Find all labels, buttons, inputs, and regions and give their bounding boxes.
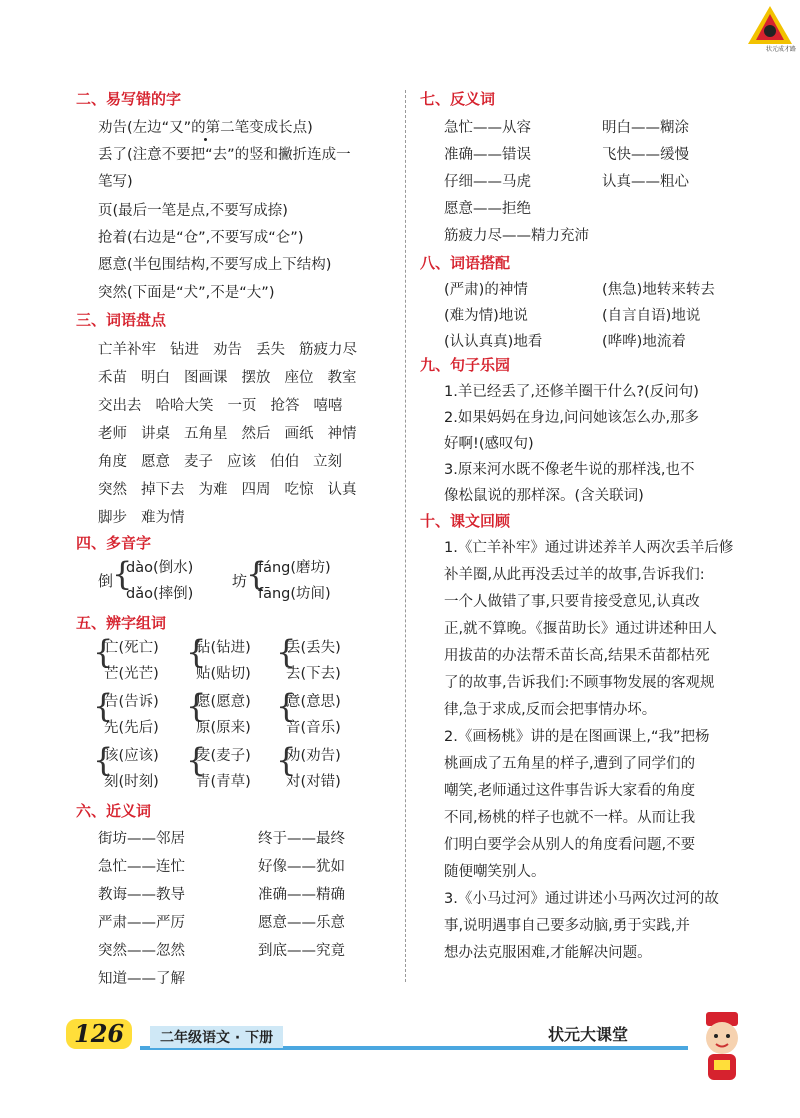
sentence-line: 1.羊已经丢了,还修羊圈干什么?(反问句) bbox=[444, 384, 699, 400]
synonym-pair: 知道——了解 bbox=[98, 971, 185, 987]
review-line: 想办法克服困难,才能解决问题。 bbox=[444, 945, 652, 961]
mascot-icon bbox=[692, 1008, 752, 1088]
page-number: 126 bbox=[66, 1019, 132, 1049]
s2-line: 愿意(半包围结构,不要写成上下结构) bbox=[98, 257, 332, 273]
s3-row: 禾苗 明白 图画课 摆放 座位 教室 bbox=[98, 370, 357, 386]
synonym-pair: 到底——究竟 bbox=[258, 943, 345, 959]
synonym-pair: 街坊——邻居 bbox=[98, 831, 185, 847]
brace: { bbox=[276, 741, 297, 779]
polyphone-reading: dǎo(摔倒) bbox=[126, 586, 194, 602]
review-line: 3.《小马过河》通过讲述小马两次过河的故 bbox=[444, 891, 719, 907]
brace: { bbox=[186, 633, 207, 671]
sentence-line: 2.如果妈妈在身边,问问她该怎么办,那多 bbox=[444, 410, 700, 426]
section-7-title: 七、反义词 bbox=[420, 90, 496, 108]
synonym-pair: 终于——最终 bbox=[258, 831, 345, 847]
brace: { bbox=[186, 687, 207, 725]
synonym-pair: 严肃——严厉 bbox=[98, 915, 185, 931]
section-10-title: 十、课文回顾 bbox=[420, 512, 511, 530]
brace: { bbox=[93, 687, 114, 725]
sentence-line: 3.原来河水既不像老牛说的那样浅,也不 bbox=[444, 462, 695, 478]
review-line: 一个人做错了事,只要肯接受意见,认真改 bbox=[444, 594, 700, 610]
char-group-item: 贴(贴切) bbox=[196, 666, 251, 682]
synonym-pair: 准确——精确 bbox=[258, 887, 345, 903]
polyphone-reading: dào(倒水) bbox=[126, 560, 194, 576]
polyphone-char: 倒 bbox=[98, 572, 114, 590]
antonym-pair: 飞快——缓慢 bbox=[602, 147, 689, 163]
polyphone-char: 坊 bbox=[232, 572, 248, 590]
brace: { bbox=[276, 687, 297, 725]
synonym-pair: 愿意——乐意 bbox=[258, 915, 345, 931]
polyphone-reading: fáng(磨坊) bbox=[258, 560, 331, 576]
review-line: 正,就不算晚。《揠苗助长》通过讲述种田人 bbox=[444, 621, 717, 637]
section-5-title: 五、辨字组词 bbox=[76, 614, 167, 632]
synonym-pair: 好像——犹如 bbox=[258, 859, 345, 875]
sentence-line: 像松鼠说的那样深。(含关联词) bbox=[444, 488, 644, 504]
antonym-pair: 急忙——从容 bbox=[444, 120, 531, 136]
char-group-item: 钻(钻进) bbox=[196, 640, 251, 656]
brace: { bbox=[276, 633, 297, 671]
s3-row: 亡羊补牢 钻进 劝告 丢失 筋疲力尽 bbox=[98, 342, 357, 358]
collocation: (焦急)地转来转去 bbox=[602, 282, 715, 298]
review-line: 律,急于求成,反而会把事情办坏。 bbox=[444, 702, 657, 718]
section-2-title: 二、易写错的字 bbox=[76, 90, 182, 108]
char-group-item: 丢(丢失) bbox=[286, 640, 341, 656]
collocation: (认认真真)地看 bbox=[444, 334, 543, 350]
char-group-item: 原(原来) bbox=[196, 720, 251, 736]
s3-row: 交出去 哈哈大笑 一页 抢答 嘻嘻 bbox=[98, 398, 343, 414]
char-group-item: 音(音乐) bbox=[286, 720, 341, 736]
review-line: 1.《亡羊补牢》通过讲述养羊人两次丢羊后修 bbox=[444, 540, 734, 556]
brace: { bbox=[93, 741, 114, 779]
synonym-pair: 突然——忽然 bbox=[98, 943, 185, 959]
char-group-item: 亡(死亡) bbox=[104, 640, 159, 656]
section-9-title: 九、句子乐园 bbox=[420, 356, 511, 374]
s3-row: 角度 愿意 麦子 应该 伯伯 立刻 bbox=[98, 454, 342, 470]
review-line: 2.《画杨桃》讲的是在图画课上,“我”把杨 bbox=[444, 729, 710, 745]
review-line: 了的故事,告诉我们:不顾事物发展的客观规 bbox=[444, 675, 715, 691]
antonym-pair: 愿意——拒绝 bbox=[444, 201, 531, 217]
brace: { bbox=[246, 555, 267, 593]
s2-line: 突然(下面是“犬”,不是“大”) bbox=[98, 285, 275, 301]
brace: { bbox=[112, 555, 133, 593]
column-divider bbox=[405, 90, 406, 982]
char-group-item: 芒(光芒) bbox=[104, 666, 159, 682]
antonym-pair: 仔细——马虎 bbox=[444, 174, 531, 190]
s2-line: 丢了(注意不要把“去”的竖和撇折连成一 bbox=[98, 147, 351, 163]
antonym-pair: 筋疲力尽——精力充沛 bbox=[444, 228, 589, 244]
synonym-pair: 教诲——教导 bbox=[98, 887, 185, 903]
polyphone-reading: fāng(坊间) bbox=[258, 586, 331, 602]
char-group-item: 麦(麦子) bbox=[196, 748, 251, 764]
review-line: 用拔苗的办法帮禾苗长高,结果禾苗都枯死 bbox=[444, 648, 710, 664]
char-group-item: 青(青草) bbox=[196, 774, 251, 790]
char-group-item: 告(告诉) bbox=[104, 694, 159, 710]
synonym-pair: 急忙——连忙 bbox=[98, 859, 185, 875]
section-4-title: 四、多音字 bbox=[76, 534, 152, 552]
char-group-item: 先(先后) bbox=[104, 720, 159, 736]
review-line: 嘲笑,老师通过这件事告诉大家看的角度 bbox=[444, 783, 696, 799]
s2-line: 笔写) bbox=[98, 174, 133, 190]
sentence-line: 好啊!(感叹句) bbox=[444, 436, 534, 452]
char-group-item: 愿(愿意) bbox=[196, 694, 251, 710]
brand-label: 状元大课堂 bbox=[548, 1025, 629, 1044]
antonym-pair: 准确——错误 bbox=[444, 147, 531, 163]
s3-row: 老师 讲桌 五角星 然后 画纸 神情 bbox=[98, 426, 357, 442]
char-group-item: 去(下去) bbox=[286, 666, 341, 682]
review-line: 们明白要学会从别人的角度看问题,不要 bbox=[444, 837, 696, 853]
grade-label: 二年级语文 · 下册 bbox=[150, 1026, 283, 1048]
antonym-pair: 认真——粗心 bbox=[602, 174, 689, 190]
review-line: 不同,杨桃的样子也就不一样。从而让我 bbox=[444, 810, 696, 826]
brace: { bbox=[93, 633, 114, 671]
brace: { bbox=[186, 741, 207, 779]
review-line: 桃画成了五角星的样子,遭到了同学们的 bbox=[444, 756, 696, 772]
collocation: (严肃)的神情 bbox=[444, 282, 528, 298]
collocation: (自言自语)地说 bbox=[602, 308, 701, 324]
s2-line: 页(最后一笔是点,不要写成捺) bbox=[98, 203, 288, 219]
review-line: 随便嘲笑别人。 bbox=[444, 864, 546, 880]
s2-line: 抢着(右边是“仓”,不要写成“仑”) bbox=[98, 230, 304, 246]
collocation: (难为情)地说 bbox=[444, 308, 528, 324]
section-6-title: 六、近义词 bbox=[76, 802, 152, 820]
char-group-item: 意(意思) bbox=[286, 694, 341, 710]
antonym-pair: 明白——糊涂 bbox=[602, 120, 689, 136]
section-8-title: 八、词语搭配 bbox=[420, 254, 511, 272]
s3-row: 突然 掉下去 为难 四周 吃惊 认真 bbox=[98, 482, 357, 498]
collocation: (哗哗)地流着 bbox=[602, 334, 686, 350]
s2-line: 劝告(左边“又”的第二笔变成长点) bbox=[98, 120, 313, 136]
review-line: 补羊圈,从此再没丢过羊的故事,告诉我们: bbox=[444, 567, 705, 583]
char-group-item: 刻(时刻) bbox=[104, 774, 159, 790]
char-group-item: 劝(劝告) bbox=[286, 748, 341, 764]
logo-text: 状元成才路 bbox=[765, 46, 796, 53]
char-group-item: 对(对错) bbox=[286, 774, 341, 790]
char-group-item: 该(应该) bbox=[104, 748, 159, 764]
section-3-title: 三、词语盘点 bbox=[76, 311, 167, 329]
s3-row: 脚步 难为情 bbox=[98, 510, 185, 526]
review-line: 事,说明遇事自己要多动脑,勇于实践,并 bbox=[444, 918, 690, 934]
